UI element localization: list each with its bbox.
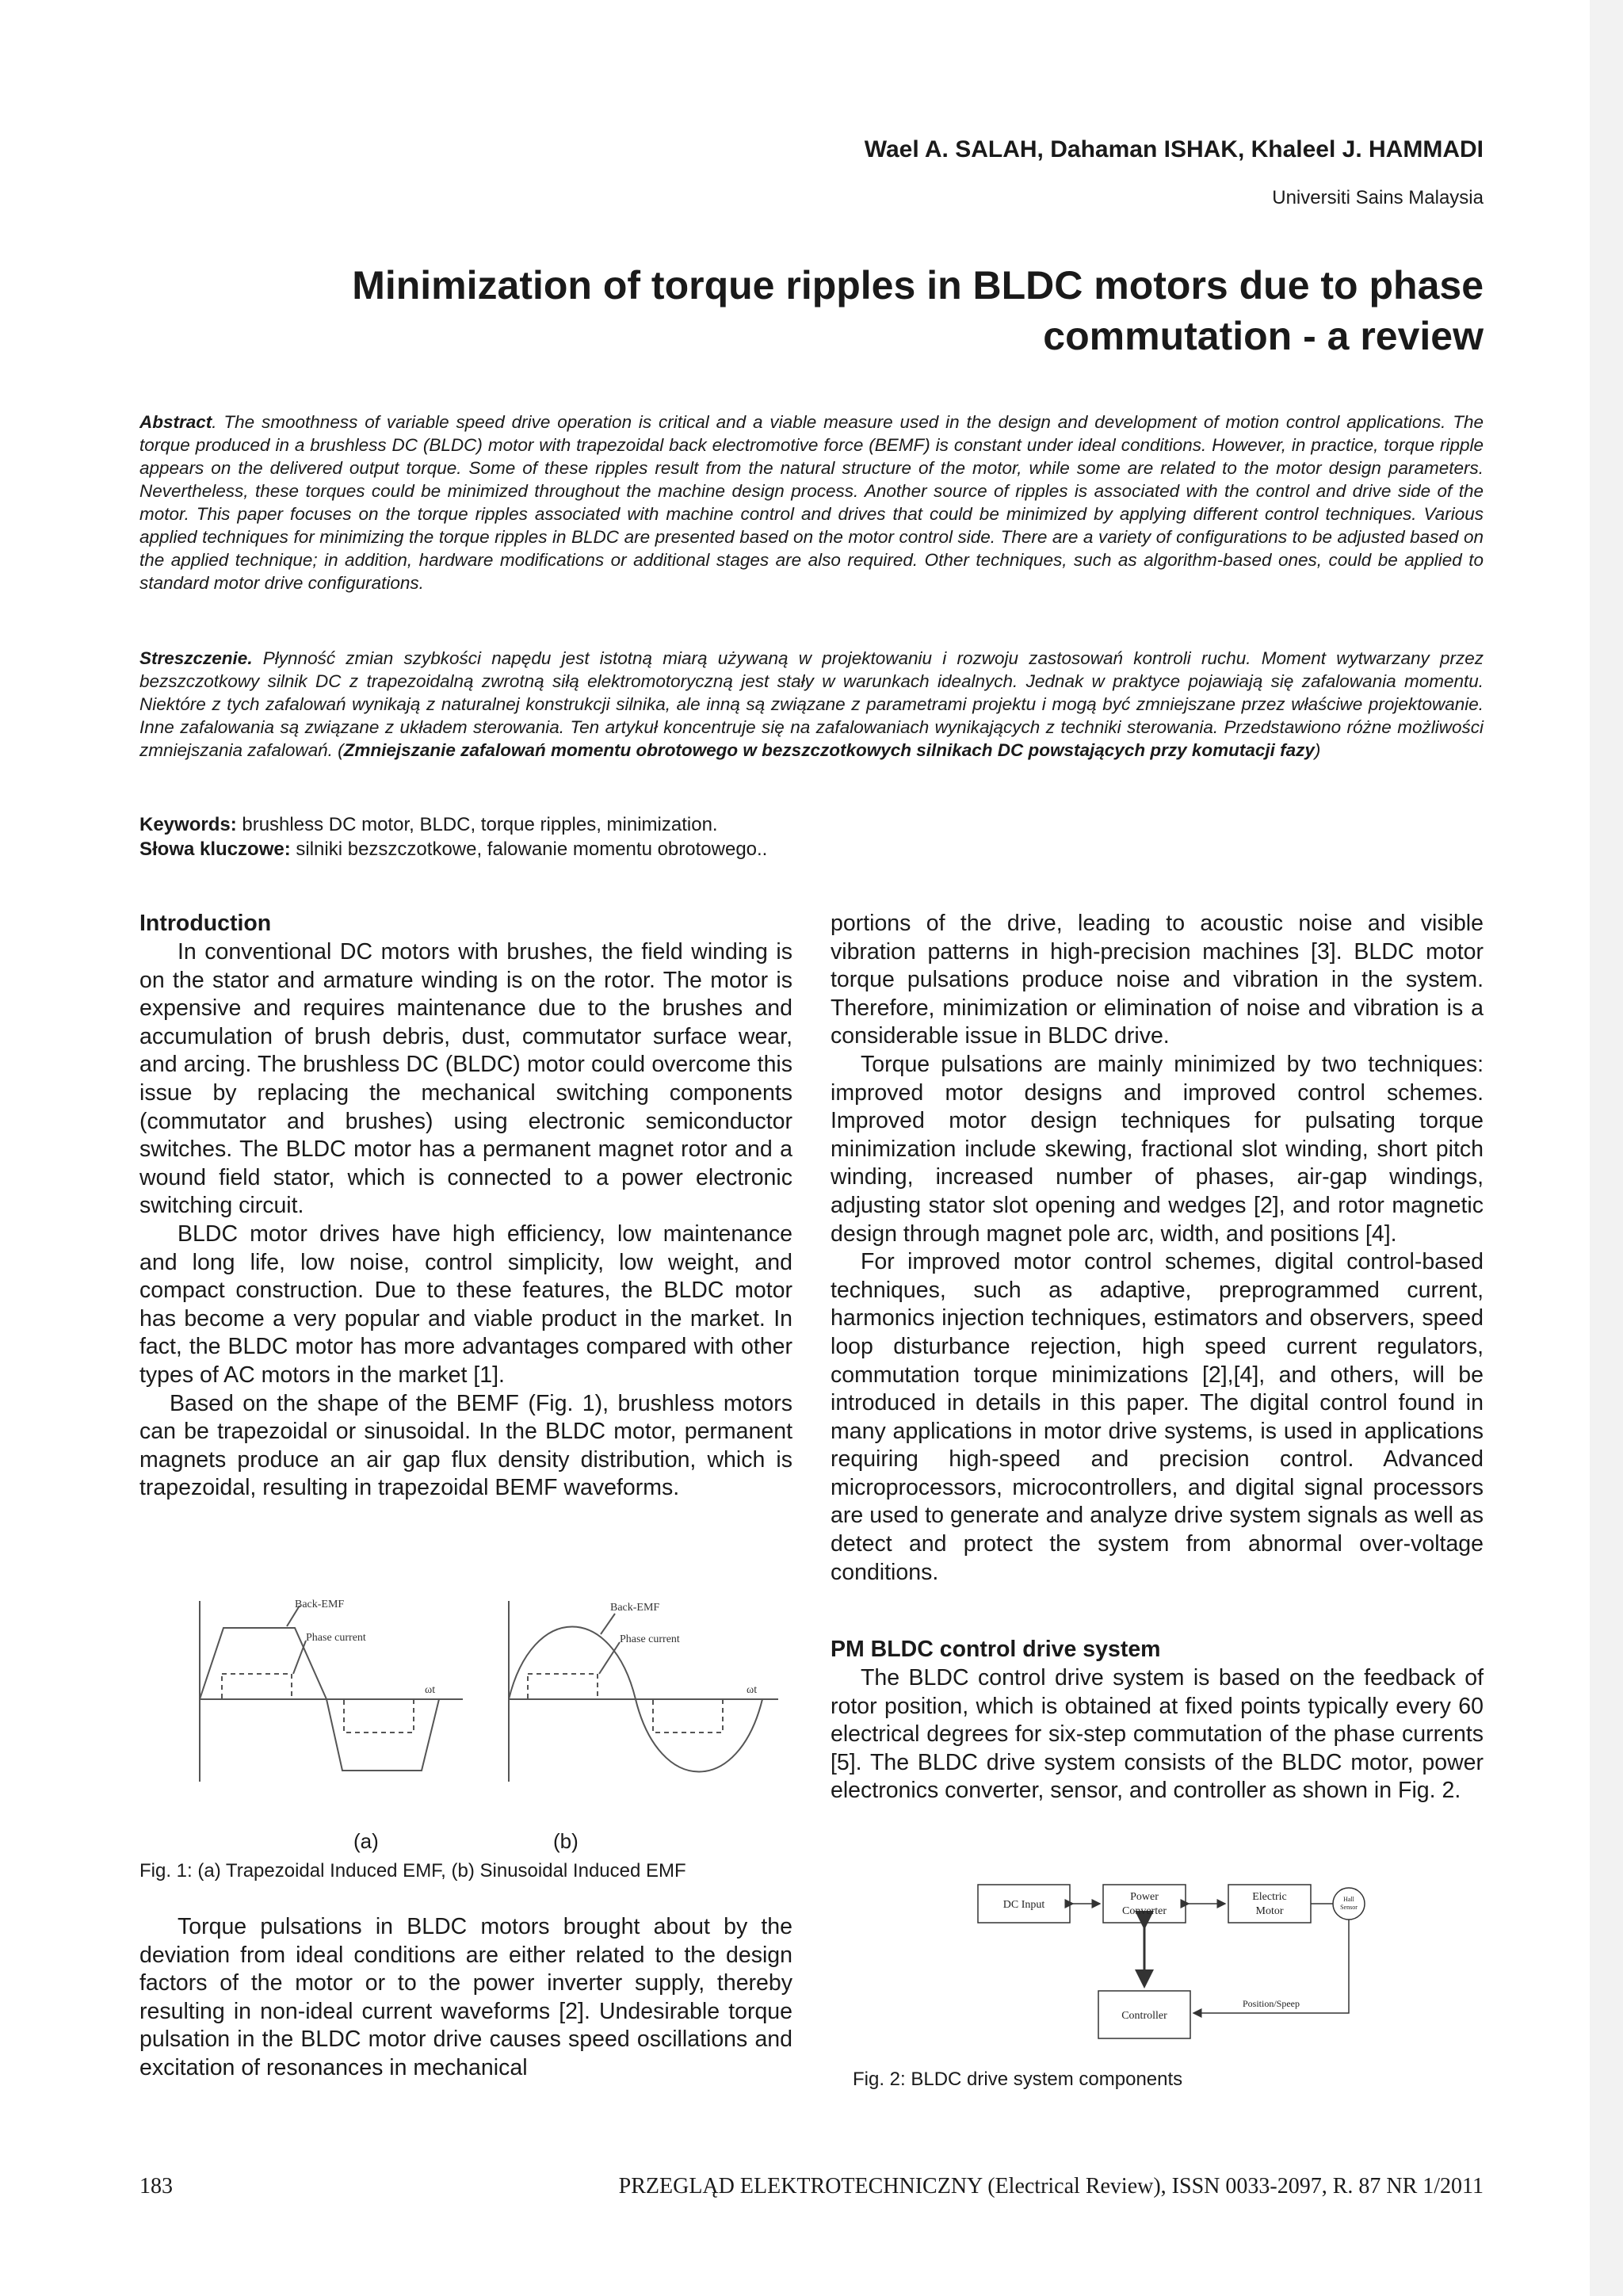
controller-label: Controller (1121, 2010, 1167, 2022)
position-speed-label: Position/Speep (1242, 1998, 1300, 2009)
streszczenie-title: Zmniejszanie zafalowań momentu obrotowego w bezszczotkowych silnikach DC powstających przy komutacji fazy (343, 740, 1315, 760)
omega-t-label: ωt (425, 1684, 436, 1696)
paragraph: BLDC motor drives have high efficiency, low maintenance and long life, low noise, control simplicity, low weight, and compact construction. Due to these features, the BLDC motor has become a very popular and viable product in the market. In fact, the BLDC motor has more advantages compared with other types of AC motors in the market [1]. (139, 1221, 792, 1388)
omega-t-label: ωt (747, 1684, 758, 1696)
figure-2-caption: Fig. 2: BLDC drive system components (853, 2069, 1183, 2090)
keywords-pl-text: silniki bezszczotkowe, falowanie momentu obrotowego.. (290, 839, 768, 860)
streszczenie-close: ) (1314, 740, 1321, 760)
right-column-text-pm (831, 1664, 1484, 1805)
section-heading-introduction: Introduction (139, 911, 272, 936)
hall-label: Hall (1343, 1896, 1354, 1903)
leader-line (599, 1642, 620, 1674)
keywords-pl-label: Słowa kluczowe: (139, 839, 291, 860)
trapezoidal-panel (200, 1601, 463, 1782)
phase-current-negative (653, 1699, 723, 1733)
sensor-label: Sensor (1340, 1904, 1358, 1911)
keywords-label: Keywords: (139, 814, 237, 835)
back-emf-label: Back-EMF (295, 1599, 345, 1610)
section-heading-pm-bldc: PM BLDC control drive system (831, 1637, 1161, 1662)
streszczenie (139, 647, 1484, 762)
abstract (139, 411, 1484, 594)
power-label: Power (1130, 1891, 1159, 1903)
keywords (139, 812, 718, 838)
figure-2-block-diagram (970, 1872, 1382, 2043)
keywords-text: brushless DC motor, BLDC, torque ripples, minimization. (236, 814, 718, 835)
paragraph: In conventional DC motors with brushes, the field winding is on the stator and armature winding is on the rotor. The motor is expensive and requires maintenance due to the brushes and accumulation of brush debris, dust, commutator surface wear, and arcing. The brushless DC (BLDC) motor could overcome this issue by replacing the mechanical switching components (commutator and brushes) using electronic semiconductor switches. The BLDC motor has a permanent magnet rotor and a wound field stator, which is connected to a power electronic switching circuit. (139, 939, 792, 1219)
paragraph: Torque pulsations in BLDC motors brought about by the deviation from ideal conditions are either related to the design factors of the motor or to the power inverter supply, thereby resulting in non-ideal current waveforms [2]. Undesirable torque pulsation in the BLDC motor drive causes speed oscillations and excitation of resonances in mechanical (139, 1914, 792, 2080)
streszczenie-label: Streszczenie. (139, 648, 253, 668)
paragraph: Torque pulsations are mainly minimized by two techniques: improved motor designs and improved control schemes. Improved motor design techniques for pulsating torque minimization include skewing, fractional slot winding, short pitch winding, increased number of phases, air-gap windings, adjusting stator slot opening and wedges [2], and rotor magnetic design through magnet pole arc, width, and positions [4]. (831, 1051, 1484, 1247)
left-column-text (139, 938, 792, 1503)
abstract-text: . The smoothness of variable speed drive operation is critical and a viable measure used in the design and development of motion control applications. The torque produced in a brushless DC (BLDC) motor with trapezoidal back electromotive force (BEMF) is constant under ideal conditions. However, in practice, torque ripple appears on the delivered output torque. Some of these ripples result from the natural structure of the motor, while some are related to the motor design parameters. Nevertheless, these torques could be minimized throughout the machine design process. Another source of ripples is associated with the control and drive side of the motor. This paper focuses on the torque ripples associated with machine control and drives that could be minimized by applying different control techniques. Various applied techniques for minimizing the torque ripples in BLDC are presented based on the motor control side. There are a variety of configurations to be adjusted based on the applied technique; in addition, hardware modifications or additional stages are also required. Other techniques, such as algorithm-based ones, could be applied to standard motor drive configurations. (139, 412, 1484, 593)
dc-input-label: DC Input (1002, 1899, 1045, 1911)
phase-current-positive (222, 1674, 292, 1699)
back-emf-label: Back-EMF (610, 1602, 660, 1614)
phase-current-positive (528, 1674, 598, 1699)
phase-current-negative (344, 1699, 414, 1733)
leader-line (293, 1641, 306, 1674)
figure-1-label-a: (a) (353, 1829, 379, 1853)
paragraph: The BLDC control drive system is based on the feedback of rotor position, which is obtained at fixed points typically every 60 electrical degrees for six-step commutation of the phase currents [5]. The BLDC drive system consists of the BLDC motor, power electronics converter, sensor, and controller as shown in Fig. 2. (831, 1665, 1484, 1804)
keywords-polish (139, 837, 767, 862)
sinusoidal-panel (509, 1601, 778, 1782)
affiliation: Universiti Sains Malaysia (1272, 187, 1484, 208)
paragraph: Based on the shape of the BEMF (Fig. 1), brushless motors can be trapezoidal or sinusoidal. In the BLDC motor, permanent magnets produce an air gap flux density distribution, which is trapezoidal, resulting in trapezoidal BEMF waveforms. (139, 1390, 792, 1501)
page-edge-shade (1590, 0, 1623, 2296)
paragraph: portions of the drive, leading to acoustic noise and visible vibration patterns in high-precision machines [3]. BLDC motor torque pulsations produce noise and vibration in the system. Therefore, minimization or elimination of noise and vibration is a considerable issue in BLDC drive. (831, 911, 1484, 1049)
figure-1-caption: Fig. 1: (a) Trapezoidal Induced EMF, (b) Sinusoidal Induced EMF (139, 1860, 686, 1881)
abstract-label: Abstract (139, 412, 212, 432)
authors: Wael A. SALAH, Dahaman ISHAK, Khaleel J. HAMMADI (864, 136, 1484, 162)
phase-current-label: Phase current (620, 1633, 680, 1645)
right-column-text (831, 910, 1484, 1587)
figure-1-label-b: (b) (553, 1829, 579, 1853)
streszczenie-text: Płynność zmian szybkości napędu jest istotną miarą używaną w projektowaniu i rozwoju zastosowań kontroli ruchu. Moment wytwarzany przez bezszczotkowy silnik DC z trapezoidalną zwrotną siłą elektromotoryczną jest stały w warunkach idealnych. Jednak w praktyce pojawiają się zafalowania momentu. Niektóre z tych zafalowań wynikają z naturalnej konstrukcji silnika, ale inną są związane z parametrami projektu i mogą być zmniejszane przez właściwe projektowanie. Inne zafalowania są związane z układem sterowania. Ten artykuł koncentruje się na zafalowaniach wynikających z techniki sterowania. Przedstawiono różne możliwości zmniejszania zafalowań. ( (139, 648, 1484, 760)
paper-title: Minimization of torque ripples in BLDC motors due to phase commutation - a review (352, 263, 1484, 358)
leader-line (601, 1614, 615, 1634)
page-number: 183 (139, 2174, 173, 2199)
figure-1-emf-waveforms (192, 1598, 791, 1805)
journal-citation: PRZEGLĄD ELEKTROTECHNICZNY (Electrical Review), ISSN 0033-2097, R. 87 NR 1/2011 (618, 2174, 1484, 2199)
converter-label: Converter (1122, 1905, 1167, 1917)
paragraph: For improved motor control schemes, digital control-based techniques, such as adaptive, preprogrammed current, harmonics injection techniques, estimators and observers, speed loop disturbance rejection, high speed current regulators, commutation torque minimizations [2],[4], and others, will be introduced in details in this paper. The digital control found in many applications in motor drive systems, is used in applications requiring high-speed and precision control. Advanced microprocessors, microcontrollers, and digital signal processors are used to generate and analyze drive system signals as well as detect and protect the system from abnormal over-voltage conditions. (831, 1249, 1484, 1585)
phase-current-label: Phase current (306, 1632, 366, 1644)
motor-label: Motor (1255, 1905, 1284, 1917)
electric-label: Electric (1252, 1891, 1287, 1903)
left-column-text-continued (139, 1913, 792, 2083)
